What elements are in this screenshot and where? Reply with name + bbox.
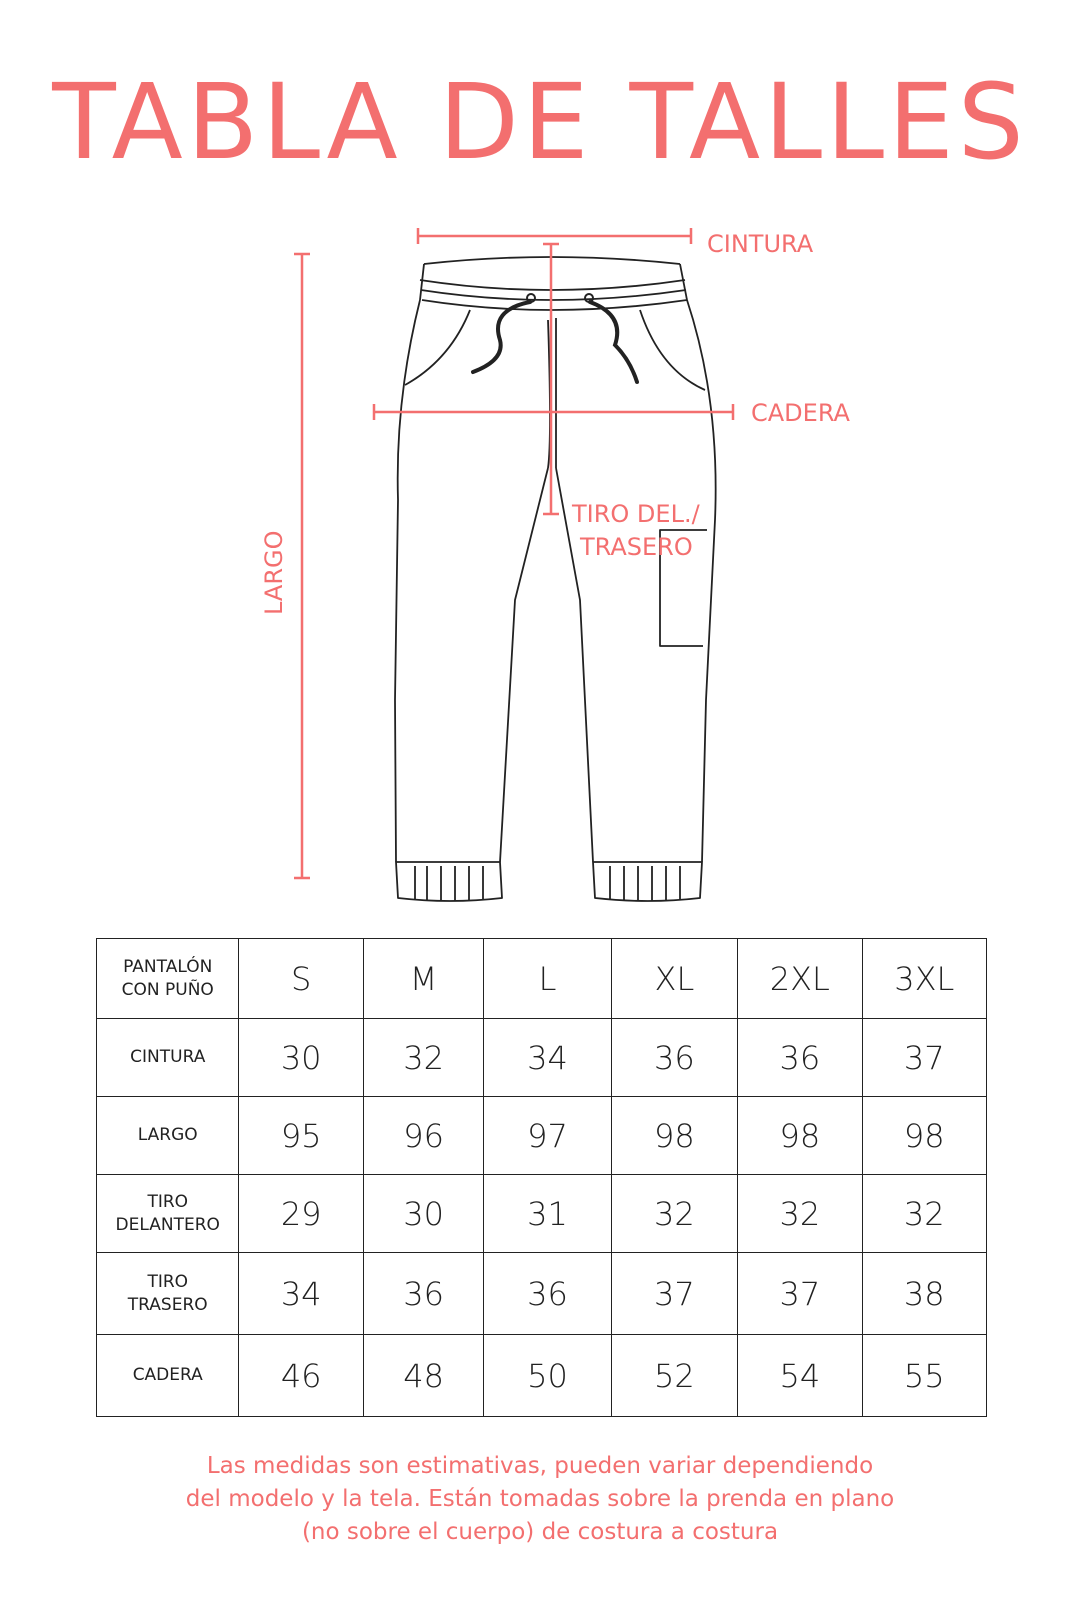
table-cell: 36 [363,1253,483,1335]
table-cell: 37 [862,1019,986,1097]
table-cell: 98 [738,1097,862,1175]
size-header-xl: XL [611,939,737,1019]
cintura-label: CINTURA [707,230,814,258]
table-cell: 37 [738,1253,862,1335]
size-table [96,938,987,1417]
row-label-line1: TIRO [147,1192,189,1213]
table-cell: 38 [862,1253,986,1335]
table-cell: 48 [363,1335,483,1417]
table-cell: 34 [239,1253,363,1335]
row-label-line1: LARGO [137,1125,198,1146]
table-cell: 54 [738,1335,862,1417]
table-row [97,1335,987,1417]
tiro-label-line1: TIRO DEL./ [572,500,700,528]
size-header-m: M [363,939,483,1019]
size-header-3xl: 3XL [862,939,986,1019]
largo-label: LARGO [260,530,288,615]
drawstring [473,302,637,382]
table-header-row [97,939,987,1019]
table-cell: 98 [862,1097,986,1175]
table-cell: 36 [611,1019,737,1097]
table-cell: 50 [484,1335,611,1417]
row-label-line2: DELANTERO [115,1214,220,1235]
table-cell: 30 [363,1175,483,1253]
corner-line2: CON PUÑO [121,979,214,1000]
pants-illustration [395,257,716,901]
row-label [97,1335,239,1417]
row-label [97,1097,239,1175]
table-cell: 96 [363,1097,483,1175]
table-cell: 55 [862,1335,986,1417]
table-corner-cell [97,939,239,1019]
table-row [97,1175,987,1253]
table-cell: 32 [363,1019,483,1097]
table-cell: 32 [862,1175,986,1253]
row-label [97,1253,239,1335]
row-label-line1: CINTURA [130,1047,206,1068]
page-title: TABLA DE TALLES [52,61,1028,183]
row-label [97,1019,239,1097]
table-row [97,1097,987,1175]
note-line1: Las medidas son estimativas, pueden variar dependiendo [206,1453,874,1479]
size-header-2xl: 2XL [738,939,862,1019]
row-label-line1: CADERA [132,1365,203,1386]
table-cell: 29 [239,1175,363,1253]
table-cell: 32 [738,1175,862,1253]
table-cell: 46 [239,1335,363,1417]
table-cell: 34 [484,1019,611,1097]
largo-measure [294,254,310,878]
tiro-label-line2: TRASERO [580,533,693,561]
table-cell: 95 [239,1097,363,1175]
table-cell: 98 [611,1097,737,1175]
row-label-line1: TIRO [147,1272,189,1293]
table-cell: 36 [484,1253,611,1335]
size-header-s: S [239,939,363,1019]
table-row [97,1019,987,1097]
note-line2: del modelo y la tela. Están tomadas sobre la prenda en plano [185,1486,895,1512]
disclaimer-note [90,1450,990,1549]
table-cell: 52 [611,1335,737,1417]
table-cell: 32 [611,1175,737,1253]
cadera-label: CADERA [751,399,850,427]
size-header-l: L [484,939,611,1019]
table-cell: 36 [738,1019,862,1097]
note-line3: (no sobre el cuerpo) de costura a costura [301,1519,779,1545]
table-cell: 97 [484,1097,611,1175]
table-cell: 30 [239,1019,363,1097]
row-label-line2: TRASERO [127,1294,208,1315]
table-cell: 31 [484,1175,611,1253]
cintura-measure [418,228,691,244]
row-label [97,1175,239,1253]
cadera-measure [374,404,733,420]
table-cell: 37 [611,1253,737,1335]
table-row [97,1253,987,1335]
corner-line1: PANTALÓN [123,957,213,978]
